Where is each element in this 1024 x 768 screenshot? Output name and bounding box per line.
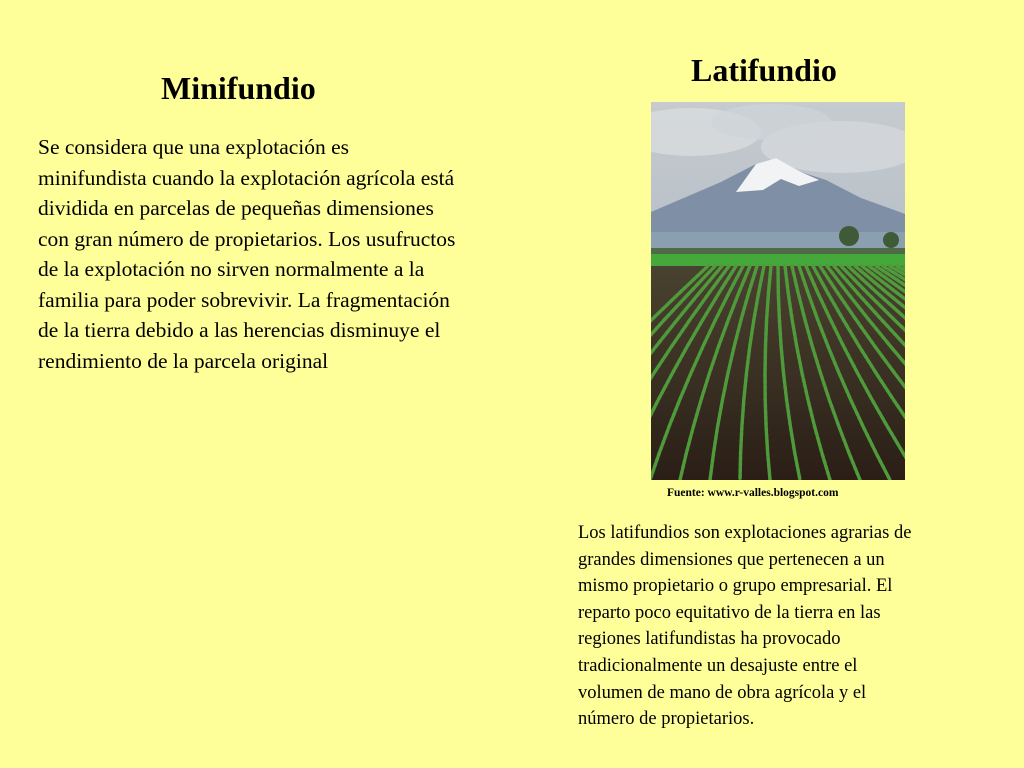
minifundio-line: de la tierra debido a las herencias disminuye el [38, 318, 441, 342]
latifundio-line: regiones latifundistas ha provocado [578, 629, 841, 650]
latifundio-line: volumen de mano de obra agrícola y el [578, 682, 867, 703]
latifundio-line: Los latifundios son explotaciones agrarias de [578, 523, 912, 543]
latifundio-line: mismo propietario o grupo empresarial. El [578, 576, 893, 597]
minifundio-line: con gran número de propietarios. Los usufructos [38, 226, 456, 251]
minifundio-paragraph [38, 132, 455, 376]
latifundio-paragraph [578, 520, 911, 733]
latifundio-line: reparto poco equitativo de la tierra en las [578, 602, 881, 623]
latifundio-line: número de propietarios. [578, 709, 755, 730]
minifundio-line: minifundista cuando la explotación agrícola está [38, 165, 455, 190]
minifundio-line: familia para poder sobrevivir. La fragmentación [38, 287, 450, 312]
minifundio-line: de la explotación no sirven normalmente a la [38, 257, 425, 281]
minifundio-line: dividida en parcelas de pequeñas dimensiones [38, 196, 434, 220]
crop-field-photo [651, 102, 905, 480]
minifundio-line: rendimiento de la parcela original [38, 348, 329, 373]
latifundio-line: tradicionalmente un desajuste entre el [578, 655, 858, 676]
photo-caption: Fuente: www.r-valles.blogspot.com [667, 487, 839, 499]
latifundio-title: Latifundio [691, 52, 837, 88]
latifundio-line: grandes dimensiones que pertenecen a un [578, 549, 885, 570]
minifundio-line: Se considera que una explotación es [38, 135, 350, 159]
minifundio-title: Minifundio [161, 70, 316, 106]
